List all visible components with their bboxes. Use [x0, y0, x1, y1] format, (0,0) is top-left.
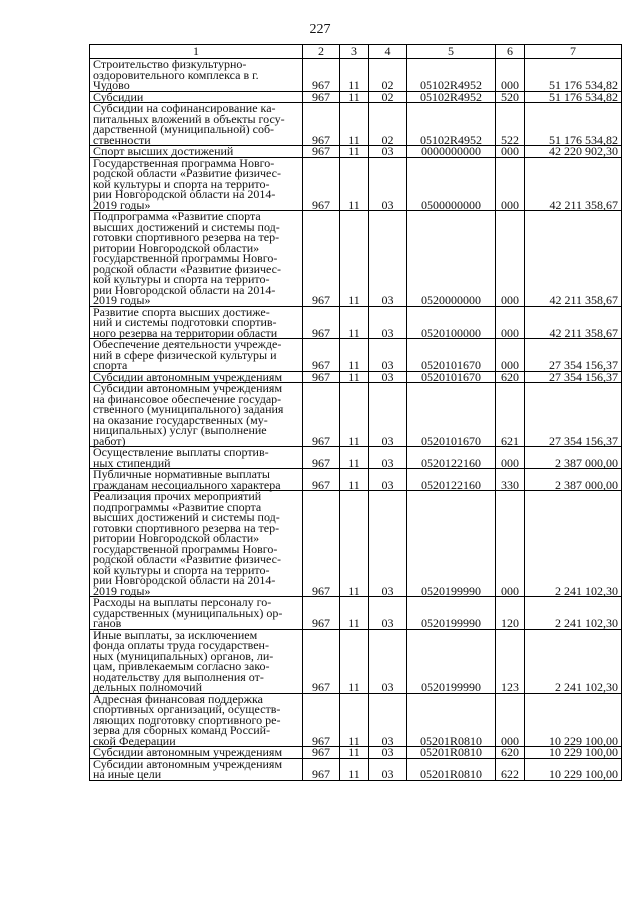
- section-code: 11: [340, 693, 369, 747]
- expense-type-code: 520: [496, 91, 525, 103]
- amount: 42 211 358,67: [525, 157, 622, 211]
- subsection-code: 02: [369, 91, 407, 103]
- admin-code: 967: [303, 597, 340, 630]
- section-code: 11: [340, 371, 369, 383]
- admin-code: 967: [303, 306, 340, 339]
- expense-type-code: 000: [496, 491, 525, 597]
- expense-type-code: 123: [496, 629, 525, 693]
- expense-type-code: 330: [496, 469, 525, 491]
- table-row: [90, 339, 622, 372]
- admin-code: 967: [303, 491, 340, 597]
- row-name: Государственная программа Новго- родской области «Развитие физичес- кой культуры и спорта на террито- рии Новгородской области на 2014- 2019 годы»: [90, 157, 303, 211]
- amount: 42 211 358,67: [525, 306, 622, 339]
- admin-code: 967: [303, 693, 340, 747]
- budget-table: [89, 44, 622, 781]
- expense-type-code: 621: [496, 383, 525, 447]
- admin-code: 967: [303, 211, 340, 307]
- amount: 51 176 534,82: [525, 103, 622, 146]
- column-header: 1: [90, 45, 303, 59]
- section-code: 11: [340, 758, 369, 780]
- column-header: 2: [303, 45, 340, 59]
- expense-type-code: 000: [496, 306, 525, 339]
- table-row: [90, 306, 622, 339]
- table-row: [90, 103, 622, 146]
- admin-code: 967: [303, 103, 340, 146]
- column-header: 7: [525, 45, 622, 59]
- row-name: Расходы на выплаты персоналу го- сударственных (муниципальных) ор- ганов: [90, 597, 303, 630]
- admin-code: 967: [303, 383, 340, 447]
- subsection-code: 03: [369, 747, 407, 759]
- target-code: 0500000000: [407, 157, 496, 211]
- amount: 27 354 156,37: [525, 371, 622, 383]
- table-row: [90, 157, 622, 211]
- table-row: [90, 383, 622, 447]
- section-code: 11: [340, 383, 369, 447]
- subsection-code: 02: [369, 103, 407, 146]
- target-code: 0520100000: [407, 306, 496, 339]
- admin-code: 967: [303, 758, 340, 780]
- expense-type-code: 620: [496, 747, 525, 759]
- subsection-code: 03: [369, 371, 407, 383]
- subsection-code: 03: [369, 447, 407, 469]
- row-name: Развитие спорта высших достиже- ний и системы подготовки спортив- ного резерва на территории области: [90, 306, 303, 339]
- table-row: [90, 629, 622, 693]
- row-name: Субсидии автономным учреждениям: [90, 747, 303, 759]
- target-code: 0000000000: [407, 146, 496, 158]
- subsection-code: 03: [369, 146, 407, 158]
- section-code: 11: [340, 103, 369, 146]
- table-row: [90, 758, 622, 780]
- row-name: Осуществление выплаты спортив- ных стипендий: [90, 447, 303, 469]
- section-code: 11: [340, 59, 369, 92]
- target-code: 05201R0810: [407, 747, 496, 759]
- column-header: 5: [407, 45, 496, 59]
- row-name: Строительство физкультурно- оздоровительного комплекса в г. Чудово: [90, 59, 303, 92]
- expense-type-code: 000: [496, 146, 525, 158]
- section-code: 11: [340, 747, 369, 759]
- amount: 2 387 000,00: [525, 447, 622, 469]
- expense-type-code: 120: [496, 597, 525, 630]
- subsection-code: 03: [369, 306, 407, 339]
- expense-type-code: 000: [496, 447, 525, 469]
- section-code: 11: [340, 629, 369, 693]
- expense-type-code: 522: [496, 103, 525, 146]
- subsection-code: 03: [369, 597, 407, 630]
- section-code: 11: [340, 91, 369, 103]
- table-row: [90, 447, 622, 469]
- section-code: 11: [340, 339, 369, 372]
- target-code: 05102R4952: [407, 103, 496, 146]
- subsection-code: 03: [369, 339, 407, 372]
- subsection-code: 03: [369, 383, 407, 447]
- amount: 10 229 100,00: [525, 693, 622, 747]
- amount: 2 241 102,30: [525, 491, 622, 597]
- expense-type-code: 000: [496, 157, 525, 211]
- admin-code: 967: [303, 59, 340, 92]
- admin-code: 967: [303, 339, 340, 372]
- subsection-code: 03: [369, 491, 407, 597]
- row-name: Субсидии автономным учреждениям на финансовое обеспечение государ- ственного (муниципального) задания на оказание государственных (му- ниципальных) услуг (выполнение работ): [90, 383, 303, 447]
- target-code: 0520199990: [407, 629, 496, 693]
- admin-code: 967: [303, 747, 340, 759]
- section-code: 11: [340, 469, 369, 491]
- target-code: 0520101670: [407, 371, 496, 383]
- amount: 10 229 100,00: [525, 758, 622, 780]
- expense-type-code: 000: [496, 211, 525, 307]
- row-name: Субсидии автономным учреждениям: [90, 371, 303, 383]
- table-row: [90, 597, 622, 630]
- amount: 2 241 102,30: [525, 629, 622, 693]
- amount: 2 387 000,00: [525, 469, 622, 491]
- target-code: 0520122160: [407, 447, 496, 469]
- expense-type-code: 000: [496, 59, 525, 92]
- subsection-code: 03: [369, 629, 407, 693]
- row-name: Публичные нормативные выплаты гражданам несоциального характера: [90, 469, 303, 491]
- section-code: 11: [340, 447, 369, 469]
- section-code: 11: [340, 306, 369, 339]
- target-code: 0520122160: [407, 469, 496, 491]
- row-name: Обеспечение деятельности учрежде- ний в сфере физической культуры и спорта: [90, 339, 303, 372]
- subsection-code: 03: [369, 693, 407, 747]
- table-row: [90, 211, 622, 307]
- amount: 51 176 534,82: [525, 91, 622, 103]
- subsection-code: 03: [369, 157, 407, 211]
- section-code: 11: [340, 597, 369, 630]
- amount: 27 354 156,37: [525, 339, 622, 372]
- row-name: Субсидии автономным учреждениям на иные цели: [90, 758, 303, 780]
- column-header: 4: [369, 45, 407, 59]
- admin-code: 967: [303, 469, 340, 491]
- admin-code: 967: [303, 91, 340, 103]
- target-code: 05102R4952: [407, 59, 496, 92]
- section-code: 11: [340, 146, 369, 158]
- admin-code: 967: [303, 371, 340, 383]
- row-name: Спорт высших достижений: [90, 146, 303, 158]
- row-name: Подпрограмма «Развитие спорта высших достижений и системы под- готовки спортивного резерва на тер- ритории Новгородской области» государственной программы Новго- родской области «Развитие физичес- кой культуры и спорта на террито- рии Новгородской области на 2014- 2019 годы»: [90, 211, 303, 307]
- admin-code: 967: [303, 447, 340, 469]
- expense-type-code: 620: [496, 371, 525, 383]
- target-code: 0520101670: [407, 383, 496, 447]
- target-code: 05201R0810: [407, 693, 496, 747]
- row-name: Реализация прочих мероприятий подпрограммы «Развитие спорта высших достижений и системы под- готовки спортивного резерва на тер- ритории Новгородской области» государственной программы Новго- родской области «Развитие физичес- кой культуры и спорта на террито- рии Новгородской области на 2014- 2019 годы»: [90, 491, 303, 597]
- row-name: Адресная финансовая поддержка спортивных организаций, осуществ- ляющих подготовку спортивного ре- зерва для сборных команд Россий- ской Федерации: [90, 693, 303, 747]
- expense-type-code: 000: [496, 693, 525, 747]
- target-code: 0520000000: [407, 211, 496, 307]
- expense-type-code: 622: [496, 758, 525, 780]
- row-name: Иные выплаты, за исключением фонда оплаты труда государствен- ных (муниципальных) органов, ли- цам, привлекаемым согласно зако- нодательству для выполнения от- дельных полномочий: [90, 629, 303, 693]
- section-code: 11: [340, 211, 369, 307]
- table-row: [90, 491, 622, 597]
- amount: 2 241 102,30: [525, 597, 622, 630]
- row-name: Субсидии на софинансирование ка- питальных вложений в объекты госу- дарственной (муниципальной) соб- ственности: [90, 103, 303, 146]
- target-code: 0520199990: [407, 597, 496, 630]
- amount: 51 176 534,82: [525, 59, 622, 92]
- admin-code: 967: [303, 157, 340, 211]
- subsection-code: 02: [369, 59, 407, 92]
- section-code: 11: [340, 491, 369, 597]
- column-header: 6: [496, 45, 525, 59]
- target-code: 05201R0810: [407, 758, 496, 780]
- subsection-code: 03: [369, 469, 407, 491]
- target-code: 05102R4952: [407, 91, 496, 103]
- amount: 42 220 902,30: [525, 146, 622, 158]
- row-name: Субсидии: [90, 91, 303, 103]
- amount: 10 229 100,00: [525, 747, 622, 759]
- page-number: 227: [309, 22, 331, 37]
- table-row: [90, 693, 622, 747]
- admin-code: 967: [303, 146, 340, 158]
- target-code: 0520199990: [407, 491, 496, 597]
- column-header: 3: [340, 45, 369, 59]
- table-row: [90, 469, 622, 491]
- subsection-code: 03: [369, 211, 407, 307]
- table-row: [90, 59, 622, 92]
- amount: 42 211 358,67: [525, 211, 622, 307]
- expense-type-code: 000: [496, 339, 525, 372]
- target-code: 0520101670: [407, 339, 496, 372]
- amount: 27 354 156,37: [525, 383, 622, 447]
- admin-code: 967: [303, 629, 340, 693]
- subsection-code: 03: [369, 758, 407, 780]
- section-code: 11: [340, 157, 369, 211]
